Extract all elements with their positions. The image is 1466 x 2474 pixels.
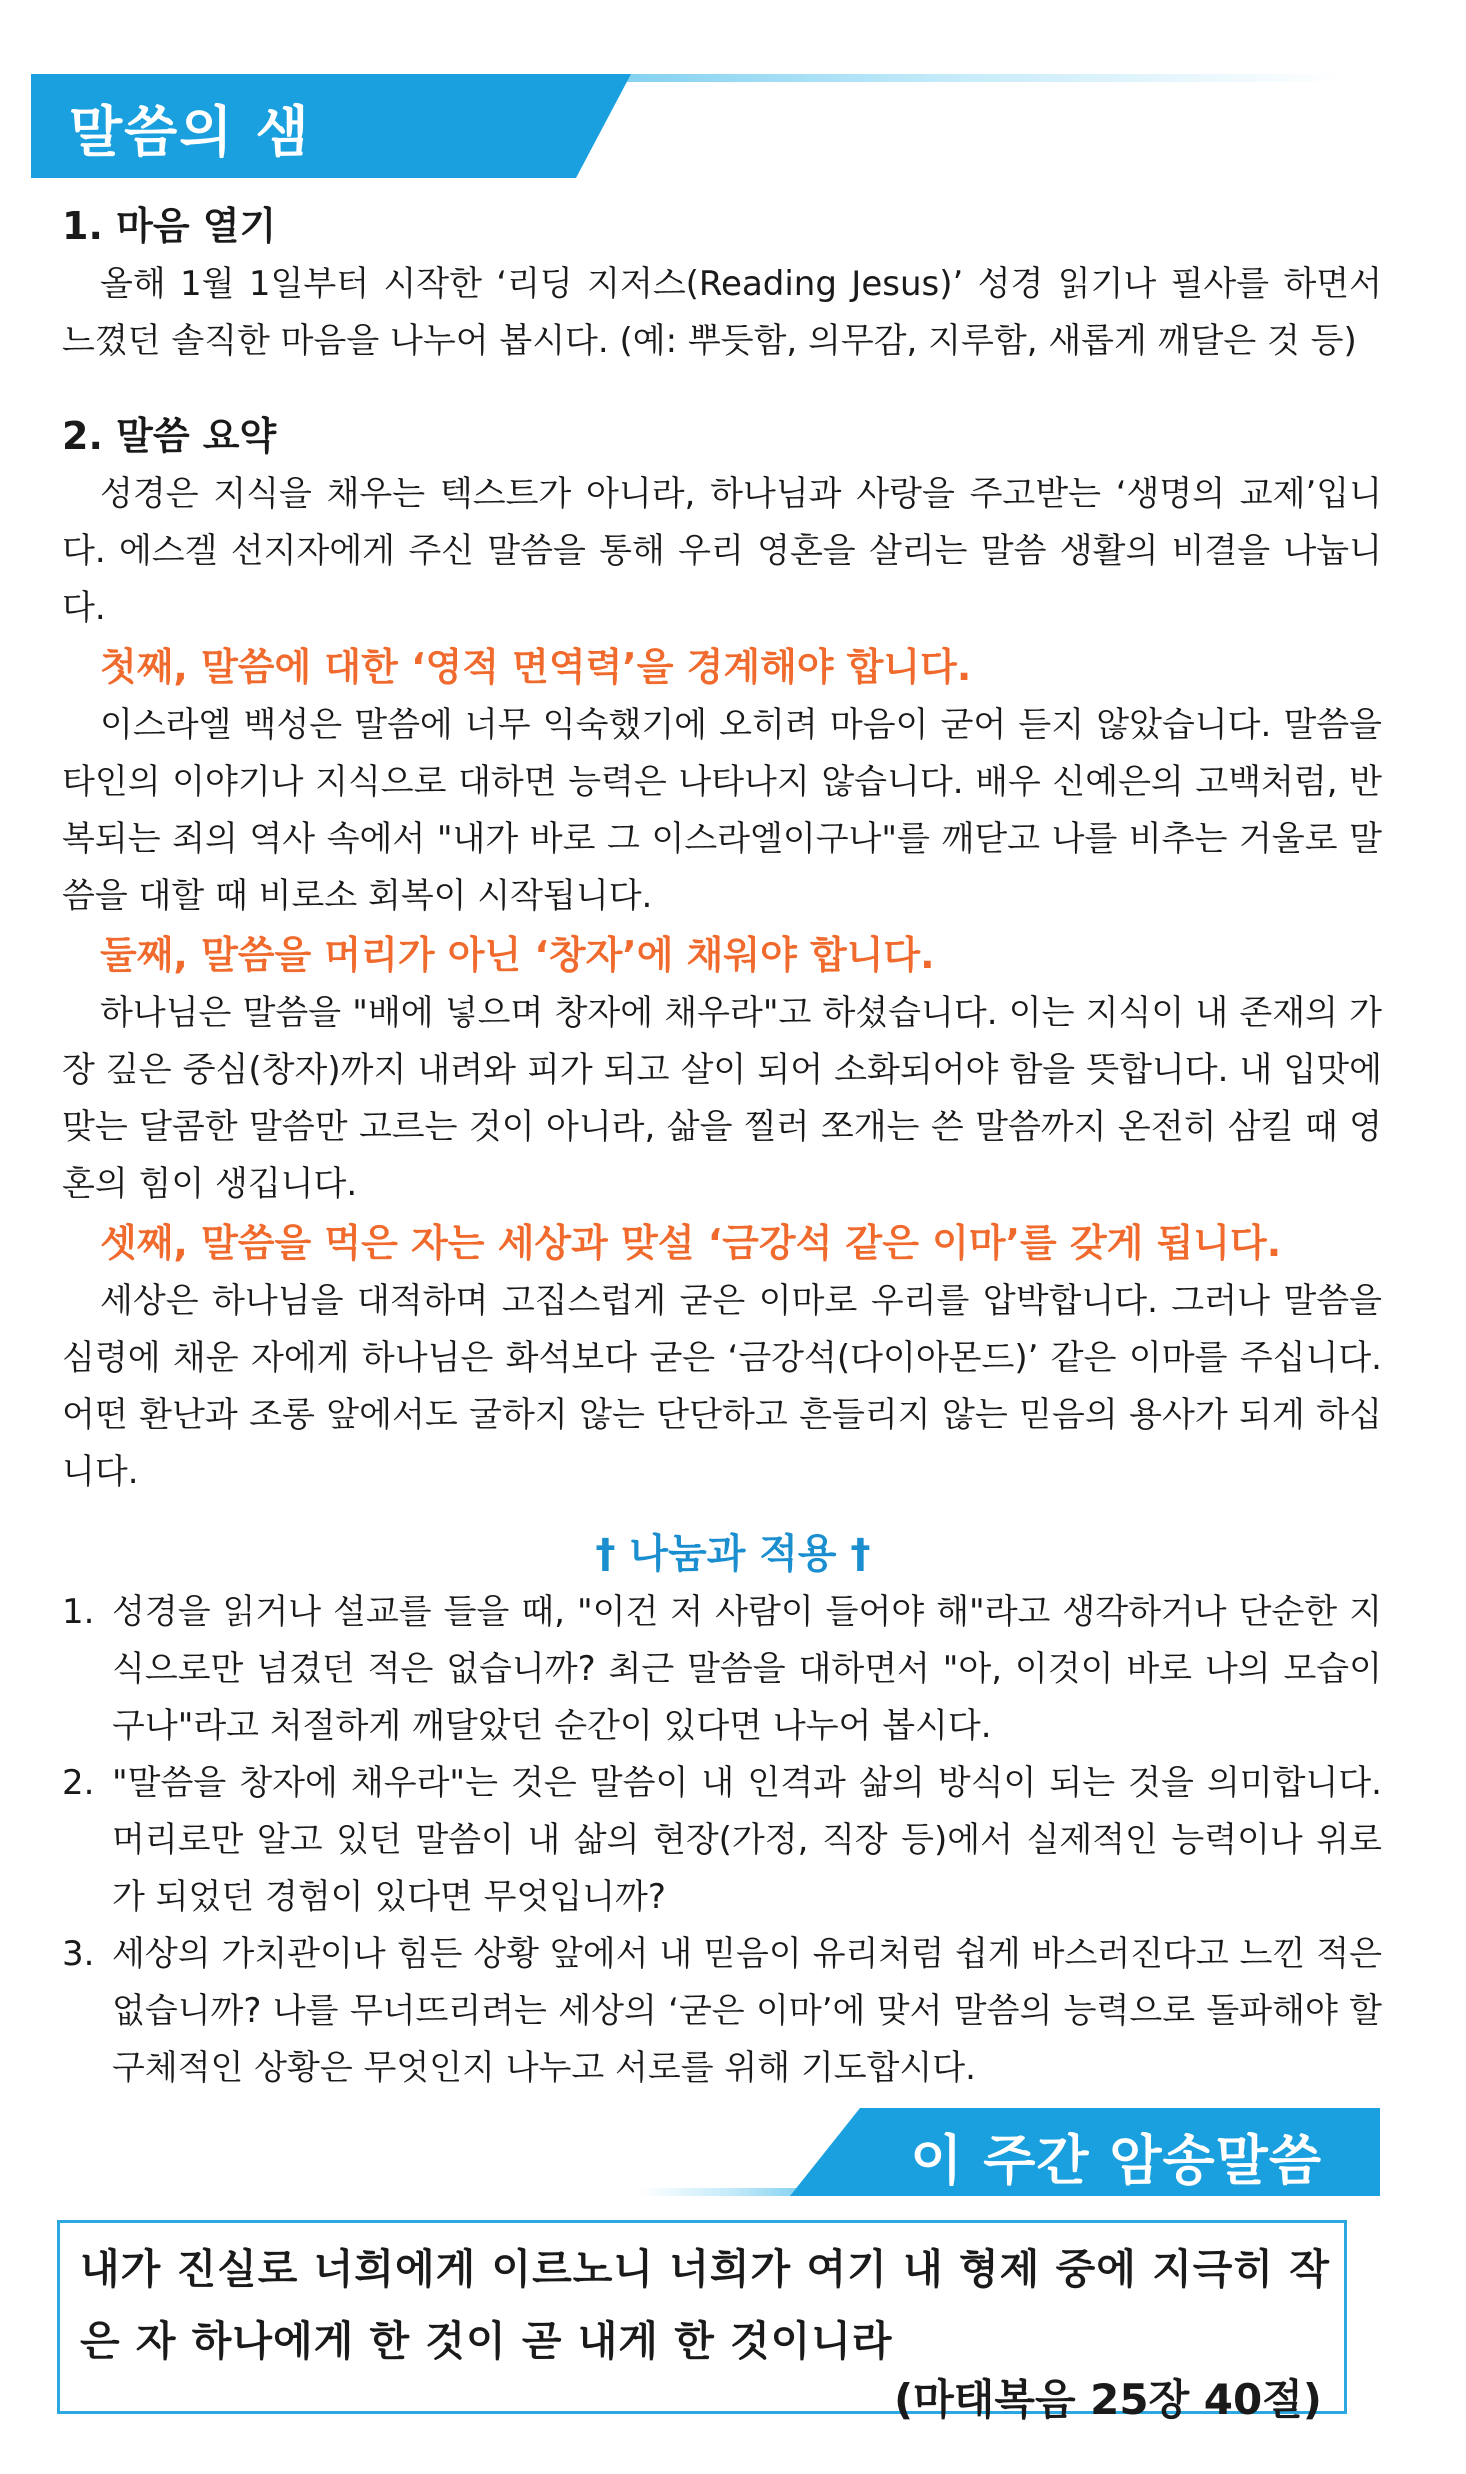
question-text: 성경을 읽거나 설교를 들을 때, "이건 저 사람이 들어야 해"라고 생각하거나 단순한 지식으로만 넘겼던 적은 없습니까? 최근 말씀을 대하면서 "아, 이것이 바로 나의 모습이구나"라고 처절하게 깨달았던 순간이 있다면 나누어 봅시다. (112, 1592, 1382, 1746)
memory-verse-reference: (마태복음 25장 40절) (894, 2375, 1322, 2424)
section-heading: 2. 말씀 요약 (62, 414, 277, 458)
question-number: 1. (62, 1592, 95, 1632)
point-title: 셋째, 말씀을 먹은 자는 세상과 맞설 ‘금강석 같은 이마’를 갖게 됩니다. (100, 1221, 1282, 1265)
question-number: 2. (62, 1763, 95, 1803)
memory-verse-text: 내가 진실로 너희에게 이르노니 너희가 여기 내 형제 중에 지극히 작은 자 하나에게 한 것이 곧 내게 한 것이니라 (80, 2245, 1330, 2365)
section-summary (62, 406, 1382, 1501)
memory-verse-box (57, 2220, 1347, 2424)
list-item (62, 1584, 1382, 1755)
question-number: 3. (62, 1934, 95, 1974)
summary-intro: 성경은 지식을 채우는 텍스트가 아니라, 하나님과 사랑을 주고받는 ‘생명의 교제’입니다. 에스겔 선지자에게 주신 말씀을 통해 우리 영혼을 살리는 말씀 생활의 비결을 나눕니다. (62, 474, 1382, 628)
header-banner (31, 74, 1341, 178)
point-text: 하나님은 말씀을 "배에 넣으며 창자에 채우라"고 하셨습니다. 이는 지식이 내 존재의 가장 깊은 중심(창자)까지 내려와 피가 되고 살이 되어 소화되어야 함을 뜻합니다. 내 입맛에 맞는 달콤한 말씀만 고르는 것이 아니라, 삶을 찔러 쪼개는 쓴 말씀까지 온전히 삼킬 때 영혼의 힘이 생깁니다. (62, 993, 1382, 1204)
section-open-heart (62, 196, 1382, 370)
point-title: 첫째, 말씀에 대한 ‘영적 면역력’을 경계해야 합니다. (100, 645, 972, 689)
memory-verse-banner (640, 2108, 1380, 2198)
point-text: 세상은 하나님을 대적하며 고집스럽게 굳은 이마로 우리를 압박합니다. 그러나 말씀을 심령에 채운 자에게 하나님은 화석보다 굳은 ‘금강석(다이아몬드)’ 같은 이마를 주십니다. 어떤 환난과 조롱 앞에서도 굴하지 않는 단단하고 흔들리지 않는 믿음의 용사가 되게 하십니다. (62, 1281, 1382, 1492)
sharing-title: † 나눔과 적용 † (595, 1531, 871, 1577)
question-text: 세상의 가치관이나 힘든 상황 앞에서 내 믿음이 유리처럼 쉽게 바스러진다고 느낀 적은 없습니까? 나를 무너뜨리려는 세상의 ‘굳은 이마’에 맞서 말씀의 능력으로 돌파해야 할 구체적인 상황은 무엇인지 나누고 서로를 위해 기도합시다. (112, 1934, 1382, 2088)
section-text: 올해 1월 1일부터 시작한 ‘리딩 지저스(Reading Jesus)’ 성경 읽기나 필사를 하면서 느꼈던 솔직한 마음을 나누어 봅시다. (예: 뿌듯함, 의무감, 지루함, 새롭게 깨달은 것 등) (62, 264, 1382, 361)
question-text: "말씀을 창자에 채우라"는 것은 말씀이 내 인격과 삶의 방식이 되는 것을 의미합니다. 머리로만 알고 있던 말씀이 내 삶의 현장(가정, 직장 등)에서 실제적인 능력이나 위로가 되었던 경험이 있다면 무엇입니까? (112, 1763, 1382, 1917)
list-item (62, 1926, 1382, 2097)
point-title: 둘째, 말씀을 머리가 아닌 ‘창자’에 채워야 합니다. (100, 933, 935, 977)
memory-title: 이 주간 암송말씀 (910, 2129, 1322, 2192)
section-heading: 1. 마음 열기 (62, 204, 277, 248)
question-list (62, 1584, 1382, 2097)
page-title: 말씀의 샘 (69, 100, 311, 164)
point-text: 이스라엘 백성은 말씀에 너무 익숙했기에 오히려 마음이 굳어 듣지 않았습니다. 말씀을 타인의 이야기나 지식으로 대하면 능력은 나타나지 않습니다. 배우 신예은의 고백처럼, 반복되는 죄의 역사 속에서 "내가 바로 그 이스라엘이구나"를 깨닫고 나를 비추는 거울로 말씀을 대할 때 비로소 회복이 시작됩니다. (62, 705, 1382, 916)
list-item (62, 1755, 1382, 1926)
